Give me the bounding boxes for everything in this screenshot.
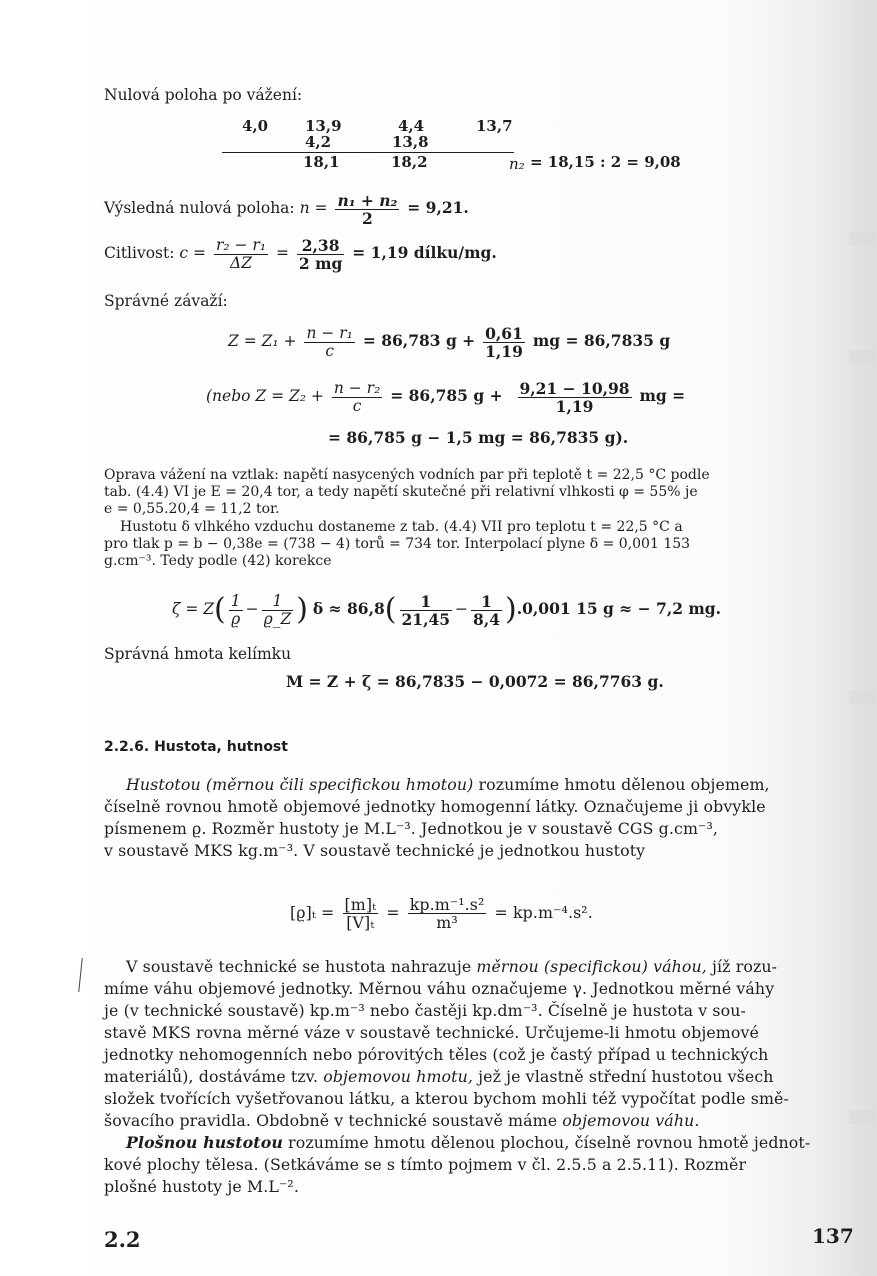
oprava-line: Hustotu δ vlhkého vzduchu dostaneme z tab. (4.4) VII pro teplotu t = 22,5 °C a [120, 519, 683, 535]
denominator: 1,19 [485, 341, 523, 361]
text-run: rozumíme hmotu dělenou plochou, číselně rovnou hmotě jednot- [282, 1133, 811, 1152]
n2-value: = 18,15 : 2 = 9,08 [530, 153, 681, 171]
numerator: n₁ + n₂ [337, 190, 398, 210]
numerator: r₂ − r₁ [215, 235, 267, 254]
equation-rhs: .0,001 15 g ≈ − 7,2 mg. [516, 599, 722, 618]
para1-line: písmenem ϱ. Rozměr hustoty je M.L⁻³. Jednotkou je v soustavě CGS g.cm⁻³, [104, 819, 719, 838]
equation-mid: = 86,785 g + [390, 386, 503, 405]
minus-sign: − [245, 600, 259, 618]
text-run: materiálů), dostáváme tzv. [104, 1067, 324, 1086]
oprava-line: Oprava vážení na vztlak: napětí nasycených vodních par při teplotě t = 22,5 °C podle [104, 467, 710, 483]
denominator: c [325, 341, 335, 360]
text-run: rozumíme hmotu dělenou objemem, [473, 775, 770, 794]
numerator: 1 [230, 591, 241, 610]
fraction [471, 593, 502, 628]
para2-line: stavě MKS rovna měrné váze v soustavě technické. Určujeme-li hmotu objemové [104, 1023, 759, 1042]
equation-label: Citlivost: [104, 244, 175, 262]
footer-section-number: 2.2 [104, 1227, 141, 1252]
fraction [297, 237, 344, 272]
para3-line: kové plochy tělesa. (Setkáváme se s tímto pojmem v čl. 2.5.5 a 2.5.11). Rozměr [104, 1155, 747, 1174]
table-sum: 18,1 [303, 153, 340, 171]
page-number: 137 [812, 1224, 854, 1248]
fraction [332, 380, 382, 415]
denominator: ϱ_Z [263, 609, 292, 628]
equation-lhs: Z = Z₁ + [228, 332, 297, 350]
denominator: ΔZ [230, 253, 252, 272]
denominator: m³ [436, 913, 458, 932]
italic-term: objemovou váhu. [562, 1111, 700, 1130]
equation-vysledna [104, 188, 469, 228]
show-through-mark [849, 350, 875, 364]
para1-line: číselně rovnou hmotě objemové jednotky homogenní látky. Označujeme ji obvykle [104, 797, 766, 816]
numerator: 0,61 [485, 323, 523, 343]
denominator: [V]ₜ [346, 913, 375, 932]
heading-spravna-hmota: Správná hmota kelímku [104, 645, 292, 663]
paren: ( [214, 592, 226, 627]
denominator: 1,19 [555, 396, 594, 416]
italic-term: měrnou (specifickou) váhou, [476, 957, 707, 976]
fraction [343, 896, 379, 931]
table-cell: 4,4 [398, 117, 425, 135]
equation-lhs: n = [299, 199, 328, 217]
para3-line: plošné hustoty je M.L⁻². [104, 1177, 299, 1196]
n2-label: n₂ [509, 155, 525, 173]
denominator: 21,45 [401, 609, 451, 629]
fraction [483, 325, 525, 360]
equation-lhs: c = [179, 244, 207, 262]
numerator: kp.m⁻¹.s² [409, 895, 485, 914]
section-number: 2.2.6. [104, 739, 150, 755]
fraction [214, 237, 268, 272]
heading-spravne-zavazi: Správné závaží: [104, 292, 228, 310]
numerator: n − r₂ [333, 378, 381, 397]
italic-term: objemovou hmotu, [323, 1067, 473, 1086]
fraction [335, 192, 399, 227]
numerator: 1 [262, 593, 294, 611]
numerator: 1 [400, 593, 453, 611]
numerator: 2,38 [297, 237, 344, 255]
equation-mid: = 86,783 g + [362, 331, 476, 350]
table-cell: 4,2 [305, 133, 332, 151]
section-title: Hustota, hutnost [154, 739, 288, 755]
fraction [262, 593, 294, 628]
table-cell: 13,8 [392, 133, 429, 151]
para2-line: míme váhu objemové jednotky. Měrnou váhu označujeme γ. Jednotkou měrné váhy [104, 979, 775, 998]
text-run: V soustavě technické se hustota nahrazuje [126, 957, 477, 976]
equation-rhs: = kp.m⁻⁴.s². [494, 903, 593, 922]
table-cell: 4,0 [242, 117, 269, 135]
para3-line [126, 1134, 810, 1152]
text-run: jíž rozu- [706, 957, 778, 976]
text-run: jež je vlastně střední hustotou všech [473, 1067, 774, 1086]
text-run: šovacího pravidla. Obdobně v technické soustavě máme [104, 1111, 563, 1130]
oprava-line: pro tlak p = b − 0,38e = (738 − 4) torů = 734 tor. Interpolací plyne δ = 0,001 153 [104, 536, 691, 552]
denominator: 2 [361, 208, 373, 228]
denominator: c [352, 396, 362, 415]
equation-rhs: mg = [639, 386, 686, 405]
para2-line [104, 1112, 699, 1130]
equation-z3: = 86,785 g − 1,5 mg = 86,7835 g). [328, 428, 629, 447]
equation-zeta [172, 587, 721, 631]
equation-lhs: (nebo Z = Z₂ + [206, 387, 324, 405]
denominator: 2 mg [298, 253, 343, 273]
margin-pencil-mark [78, 958, 83, 992]
fraction [304, 325, 354, 360]
paren: ) [296, 592, 308, 627]
numerator: [m]ₜ [344, 895, 377, 914]
oprava-line: e = 0,55.20,4 = 11,2 tor. [104, 501, 280, 517]
equation-rhs: = 9,21. [407, 198, 469, 217]
equation-mid: δ ≈ 86,8 [312, 599, 385, 618]
para1-line [126, 776, 770, 794]
equation-lhs: ζ = Z [172, 600, 215, 618]
para2-line [126, 958, 777, 976]
equation-z1 [228, 320, 670, 362]
oprava-line: g.cm⁻³. Tedy podle (42) korekce [104, 553, 332, 569]
numerator: 9,21 − 10,98 [519, 378, 630, 398]
show-through-mark [849, 690, 875, 704]
equation-lhs: [ϱ]ₜ = [290, 903, 335, 922]
fraction [408, 896, 487, 931]
equals-sign: = [386, 903, 400, 922]
italic-term: Plošnou hustotou [126, 1133, 283, 1152]
denominator: ϱ [231, 609, 241, 628]
para2-line [104, 1068, 774, 1086]
fraction [518, 380, 632, 415]
equals-sign: = [275, 244, 289, 262]
equation-rho [290, 890, 593, 936]
italic-term: Hustotou (měrnou čili specifickou hmotou) [126, 775, 474, 794]
paren: ) [505, 592, 517, 627]
table-sum: 18,2 [391, 153, 428, 171]
table-sum-rule [222, 152, 514, 153]
intro-line: Nulová poloha po vážení: [104, 86, 303, 104]
para2-line: je (v technické soustavě) kp.m⁻³ nebo častěji kp.dm⁻³. Číselně je hustota v sou- [104, 1001, 746, 1020]
minus-sign: − [455, 600, 469, 618]
equation-label: Výsledná nulová poloha: [104, 199, 295, 217]
equation-rhs: = 1,19 dílku/mg. [352, 243, 497, 262]
fraction [229, 593, 243, 628]
table-cell: 13,7 [476, 117, 513, 135]
denominator: 8,4 [473, 609, 501, 629]
para1-line: v soustavě MKS kg.m⁻³. V soustavě technické je jednotkou hustoty [104, 841, 646, 860]
numerator: 1 [471, 593, 502, 611]
oprava-line: tab. (4.4) VI je E = 20,4 tor, a tedy napětí skutečné při relativní vlhkosti φ = 55% je [104, 484, 698, 500]
show-through-mark [849, 232, 875, 246]
paren: ( [384, 592, 397, 627]
equation-citlivost [104, 233, 497, 273]
equation-m: M = Z + ζ = 86,7835 − 0,0072 = 86,7763 g. [286, 672, 664, 691]
para2-line: jednotky nehomogenních nebo pórovitých těles (což je častý případ u technických [104, 1045, 769, 1064]
numerator: n − r₁ [306, 323, 353, 342]
section-heading [104, 738, 288, 756]
equation-z2 [206, 375, 685, 417]
equation-rhs: mg = 86,7835 g [532, 331, 671, 350]
table-cell: 13,9 [305, 117, 342, 135]
para2-line: složek tvořících vyšetřovanou látku, a kterou bychom mohli též vypočítat podle smě- [104, 1089, 789, 1108]
fraction [400, 593, 453, 628]
show-through-mark [849, 1110, 875, 1124]
